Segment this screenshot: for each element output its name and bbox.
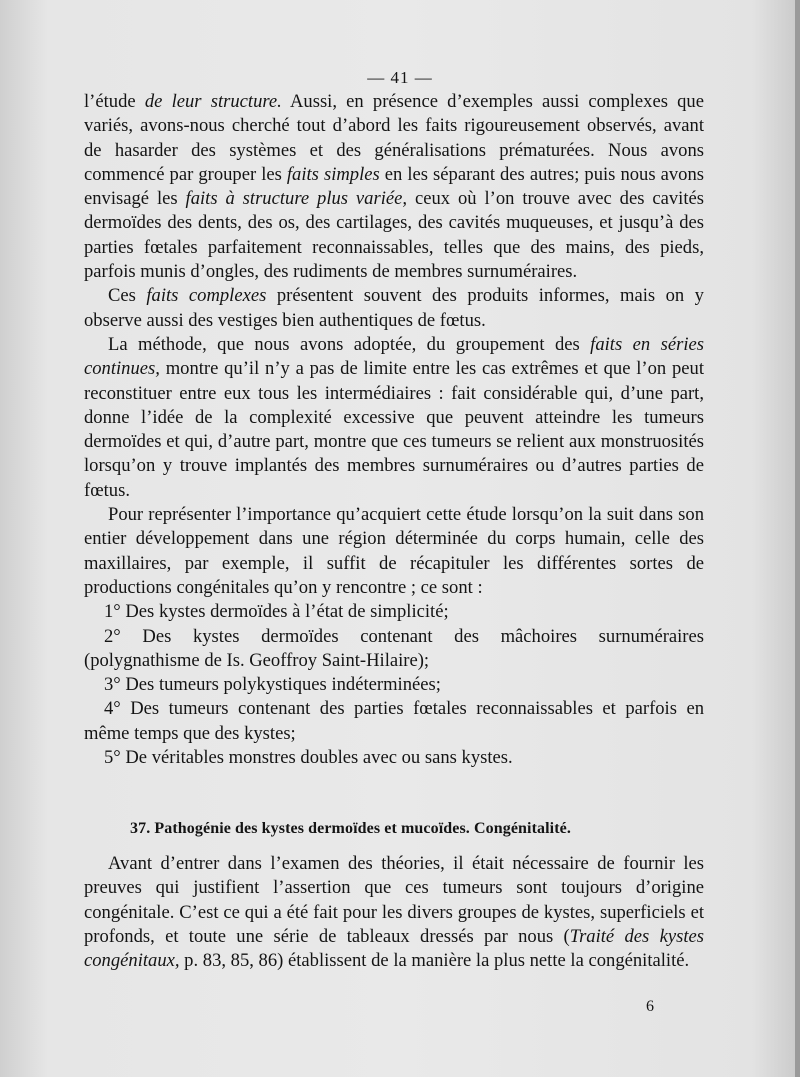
list-item: 2° Des kystes dermoïdes contenant des mâchoires surnuméraires (polygnathisme de Is. Geoffroy Saint-Hilaire); <box>84 625 704 671</box>
list-item: 1° Des kystes dermoïdes à l’état de simplicité; <box>104 601 449 623</box>
paragraph-complex-facts: Ces faits complexes présentent souvent des produits informes, mais on y observe aussi des vestiges bien authentiques de fœtus. <box>84 285 704 331</box>
paragraph-method: La méthode, que nous avons adoptée, du groupement des faits en séries continues, montre qu’il n’y a pas de limite entre les cas extrêmes et que l’on peut reconstituer entre eux tous les intermédiaires : fait considérable qui, d’une part, donne l’idée de la complexité excessive que peuvent atteindre les tumeurs dermoïdes et qui, d’autre part, montre que ces tumeurs se relient aux monstruosités lorsqu’on y trouve implantés des membres surnuméraires ou d’autres parties de fœtus. <box>84 333 704 501</box>
page-edge-shadow <box>795 0 800 1077</box>
list-item: 3° Des tumeurs polykystiques indéterminées; <box>104 674 441 696</box>
list-item: 5° De véritables monstres doubles avec ou sans kystes. <box>104 747 513 769</box>
paragraph-importance: Pour représenter l’importance qu’acquiert cette étude lorsqu’on la suit dans son entier développement dans une région déterminée du corps humain, celle des maxillaires, par exemple, il suffit de récapituler les différentes sortes de productions congénitales qu’on y rencontre ; ce sont : <box>84 504 704 598</box>
paragraph-structure: l’étude de leur structure. Aussi, en présence d’exemples aussi complexes que variés, avons-nous cherché tout d’abord les faits rigoureusement observés, avant de hasarder des systèmes et des généralisations prématurées. Nous avons commencé par grouper les faits simples en les séparant des autres; puis nous avons envisagé les faits à structure plus variée, ceux où l’on trouve avec des cavités dermoïdes des dents, des os, des cartilages, des cavités muqueuses, et jusqu’à des parties fœtales parfaitement reconnaissables, telles que des mains, des pieds, parfois munis d’ongles, des rudiments de membres surnuméraires. <box>84 91 704 283</box>
signature-mark: 6 <box>646 998 654 1015</box>
paragraph-congenitality: Avant d’entrer dans l’examen des théories, il était nécessaire de fournir les preuves qui justifient l’assertion que ces tumeurs sont toujours d’origine congénitale. C’est ce qui a été fait pour les divers groupes de kystes, superficiels et profonds, et toute une série de tableaux dressés par nous (Traité des kystes congénitaux, p. 83, 85, 86) établissent de la manière la plus nette la congénitalité. <box>84 853 704 972</box>
section-text-block <box>84 852 704 973</box>
page-number: — 41 — <box>367 68 433 87</box>
section-heading: 37. Pathogénie des kystes dermoïdes et mucoïdes. Congénitalité. <box>130 820 571 837</box>
main-text-block <box>84 90 704 770</box>
list-item: 4° Des tumeurs contenant des parties fœtales reconnaissables et parfois en même temps que des kystes; <box>84 698 704 744</box>
